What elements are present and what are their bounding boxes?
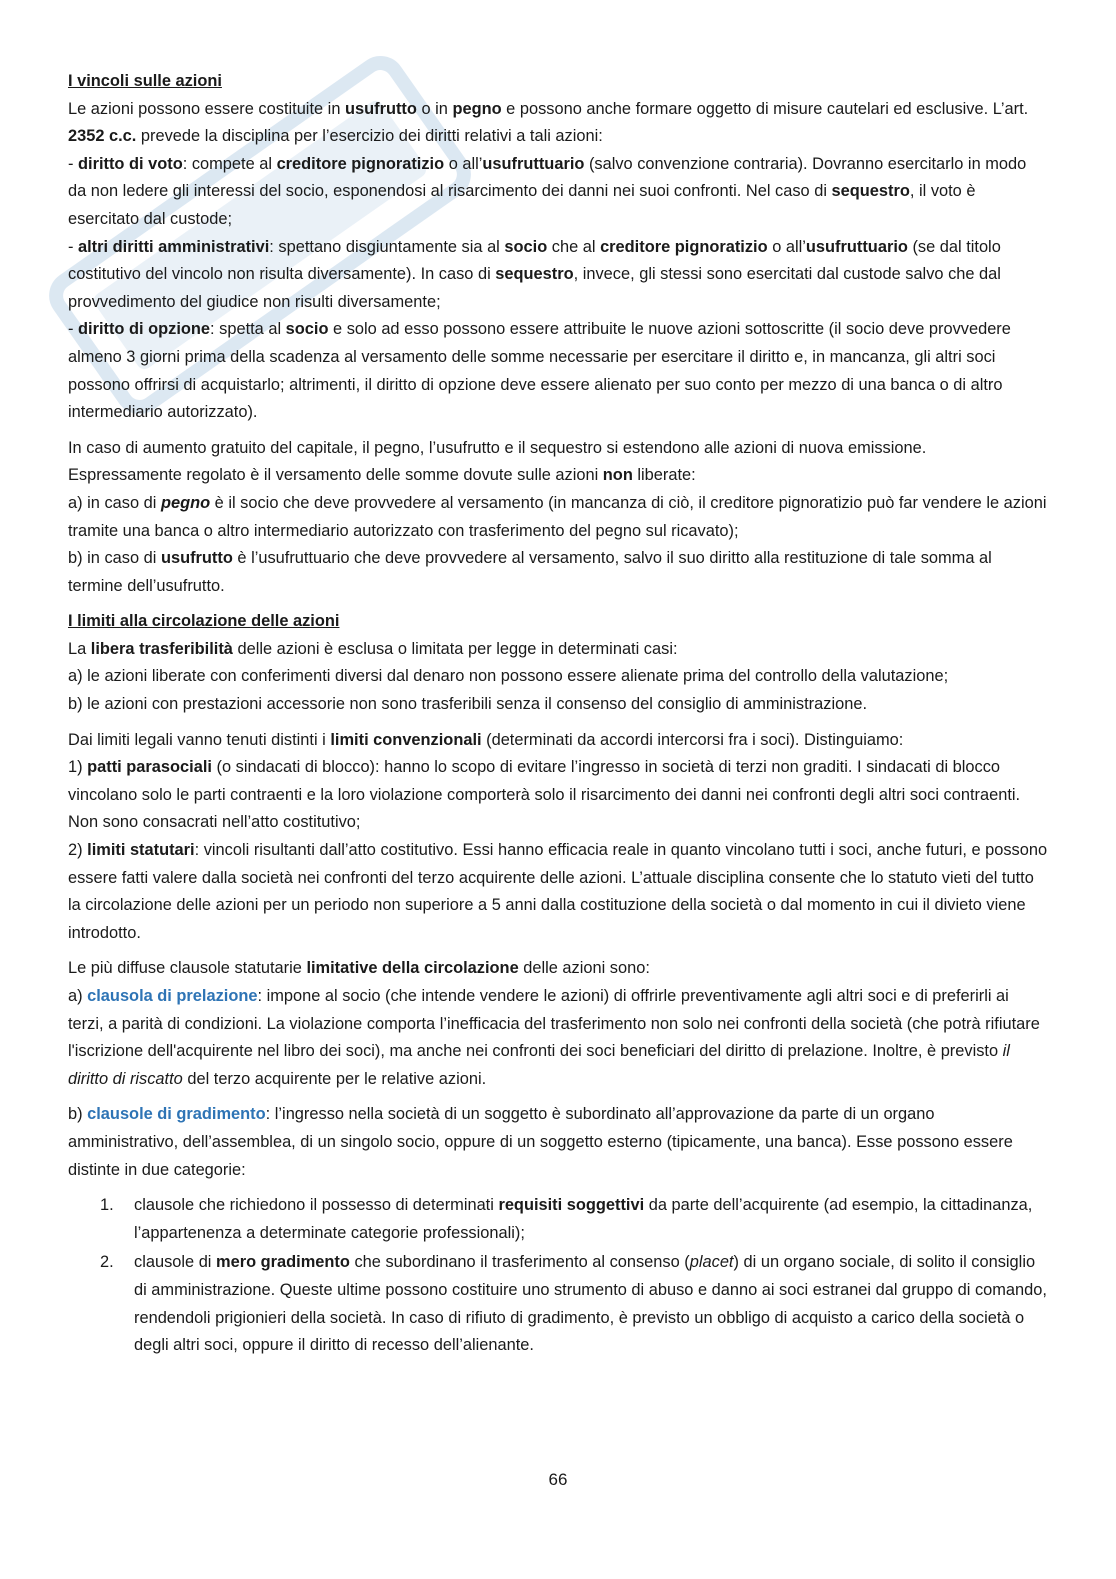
paragraph-diritto-opzione: - diritto di opzione: spetta al socio e solo ad esso possono essere attribuite le nuove azioni sottoscritte (il socio deve provvedere almeno 3 giorni prima della scadenza al versamento delle somme necessarie per esercitare il diritto e, in mancanza, gli altri soci possono offrirsi di acquistarlo; altrimenti, il diritto di opzione deve essere alienato per suo conto per mezzo di una banca o di altro intermediario autorizzato).	[68, 320, 1011, 422]
paragraph-aumento-gratuito: In caso di aumento gratuito del capitale, il pegno, l’usufrutto e il sequestro si estendono alle azioni di nuova emissione.	[68, 438, 927, 457]
paragraph-clausola-prelazione: a) clausola di prelazione: impone al socio (che intende vendere le azioni) di offrirle preventivamente agli altri soci e di preferirli ai terzi, a parità di condizioni. La violazione comporta l’inefficacia del trasferimento non solo nei confronti della società (che potrà rifiutare l'iscrizione dell'acquirente nel libro dei soci), ma anche nei confronti dei soci beneficiari del diritto di prelazione. Inoltre, è previsto il diritto di riscatto del terzo acquirente per le relative azioni.	[68, 987, 1040, 1088]
paragraph-vincoli-intro: Le azioni possono essere costituite in usufrutto o in pegno e possono anche formare oggetto di misure cautelari ed esclusive. L’art. 2352 c.c. prevede la disciplina per l’esercizio dei diritti relativi a tali azioni:	[68, 99, 1029, 146]
paragraph-versamento: Espressamente regolato è il versamento delle somme dovute sulle azioni non liberate:	[68, 466, 696, 485]
paragraph-limite-a: a) le azioni liberate con conferimenti diversi dal denaro non possono essere alienate prima del controllo della valutazione;	[68, 667, 949, 686]
term-clausola-prelazione: clausola di prelazione	[87, 987, 258, 1005]
section-heading-vincoli: I vincoli sulle azioni	[68, 72, 222, 90]
paragraph-clausole-intro: Le più diffuse clausole statutarie limitative della circolazione delle azioni sono:	[68, 959, 650, 978]
section-heading-limiti: I limiti alla circolazione delle azioni	[68, 612, 340, 631]
page-number: 66	[548, 1470, 568, 1489]
paragraph-diritto-voto: - diritto di voto: compete al creditore pignoratizio o all’usufruttuario (salvo convenzione contraria). Dovranno esercitarlo in modo da non ledere gli interessi del socio, esponendosi al risarcimento dei danni nei suoi confronti. Nel caso di sequestro, il voto è esercitato dal custode;	[68, 154, 1027, 228]
paragraph-altri-diritti: - altri diritti amministrativi: spettano disgiuntamente sia al socio che al creditore pignoratizio o all’usufruttuario (se dal titolo costitutivo del vincolo non risulta diversamente). In caso di sequestro, invece, gli stessi sono esercitati dal custode salvo che dal provvedimento del giudice non risulti diversamente;	[68, 237, 1001, 311]
list-item: 1. clausole che richiedono il possesso di determinati requisiti soggettivi da parte dell’acquirente (ad esempio, la cittadinanza, l’appartenenza a determinate categorie professionali);	[100, 1196, 1033, 1242]
paragraph-libera-trasferibilita: La libera trasferibilità delle azioni è esclusa o limitata per legge in determinati casi:	[68, 639, 678, 658]
gradimento-list	[68, 1192, 1048, 1360]
paragraph-limiti-statutari: 2) limiti statutari: vincoli risultanti dall’atto costitutivo. Essi hanno efficacia reale in quanto vincolano tutti i soci, anche futuri, e possono essere fatti valere dalla società nei confronti del terzo acquirente delle azioni. L’attuale disciplina consente che lo statuto vieti del tutto la circolazione delle azioni per un periodo non superiore a 5 anni dalla costituzione della società o dal momento in cui il divieto viene introdotto.	[68, 841, 1048, 942]
paragraph-patti-parasociali: 1) patti parasociali (o sindacati di blocco): hanno lo scopo di evitare l’ingresso in società di terzi non graditi. I sindacati di blocco vincolano solo le parti contraenti e la loro violazione comporterà solo il risarcimento dei danni nei confronti degli altri soci contraenti. Non sono consacrati nell’atto costitutivo;	[68, 758, 1021, 832]
paragraph-limite-b: b) le azioni con prestazioni accessorie non sono trasferibili senza il consenso del consiglio di amministrazione.	[68, 695, 867, 714]
document-body	[68, 68, 1048, 1362]
list-item: 2. clausole di mero gradimento che subordinano il trasferimento al consenso (placet) di un organo sociale, di solito il consiglio di amministrazione. Queste ultime possono costituire uno strumento di abuso e danno ai soci estranei dal gruppo di comando, rendendoli prigionieri della società. In caso di rifiuto di gradimento, è previsto un obbligo di acquisto a carico della società o degli altri soci, oppure il diritto di recesso dell’alienante.	[100, 1253, 1047, 1355]
paragraph-clausole-gradimento: b) clausole di gradimento: l’ingresso nella società di un soggetto è subordinato all’approvazione da parte di un organo amministrativo, dell’assemblea, di un singolo socio, oppure di un soggetto esterno (tipicamente, una banca). Esse possono essere distinte in due categorie:	[68, 1105, 1013, 1179]
paragraph-caso-usufrutto: b) in caso di usufrutto è l’usufruttuario che deve provvedere al versamento, salvo il suo diritto alla restituzione di tale somma al termine dell’usufrutto.	[68, 549, 992, 595]
paragraph-caso-pegno: a) in caso di pegno è il socio che deve provvedere al versamento (in mancanza di ciò, il creditore pignoratizio può far vendere le azioni tramite una banca o altro intermediario autorizzato con trasferimento del pegno sul ricavato);	[68, 493, 1047, 540]
paragraph-limiti-convenzionali: Dai limiti legali vanno tenuti distinti i limiti convenzionali (determinati da accordi intercorsi fra i soci). Distinguiamo:	[68, 730, 904, 749]
term-clausole-gradimento: clausole di gradimento	[87, 1105, 266, 1124]
